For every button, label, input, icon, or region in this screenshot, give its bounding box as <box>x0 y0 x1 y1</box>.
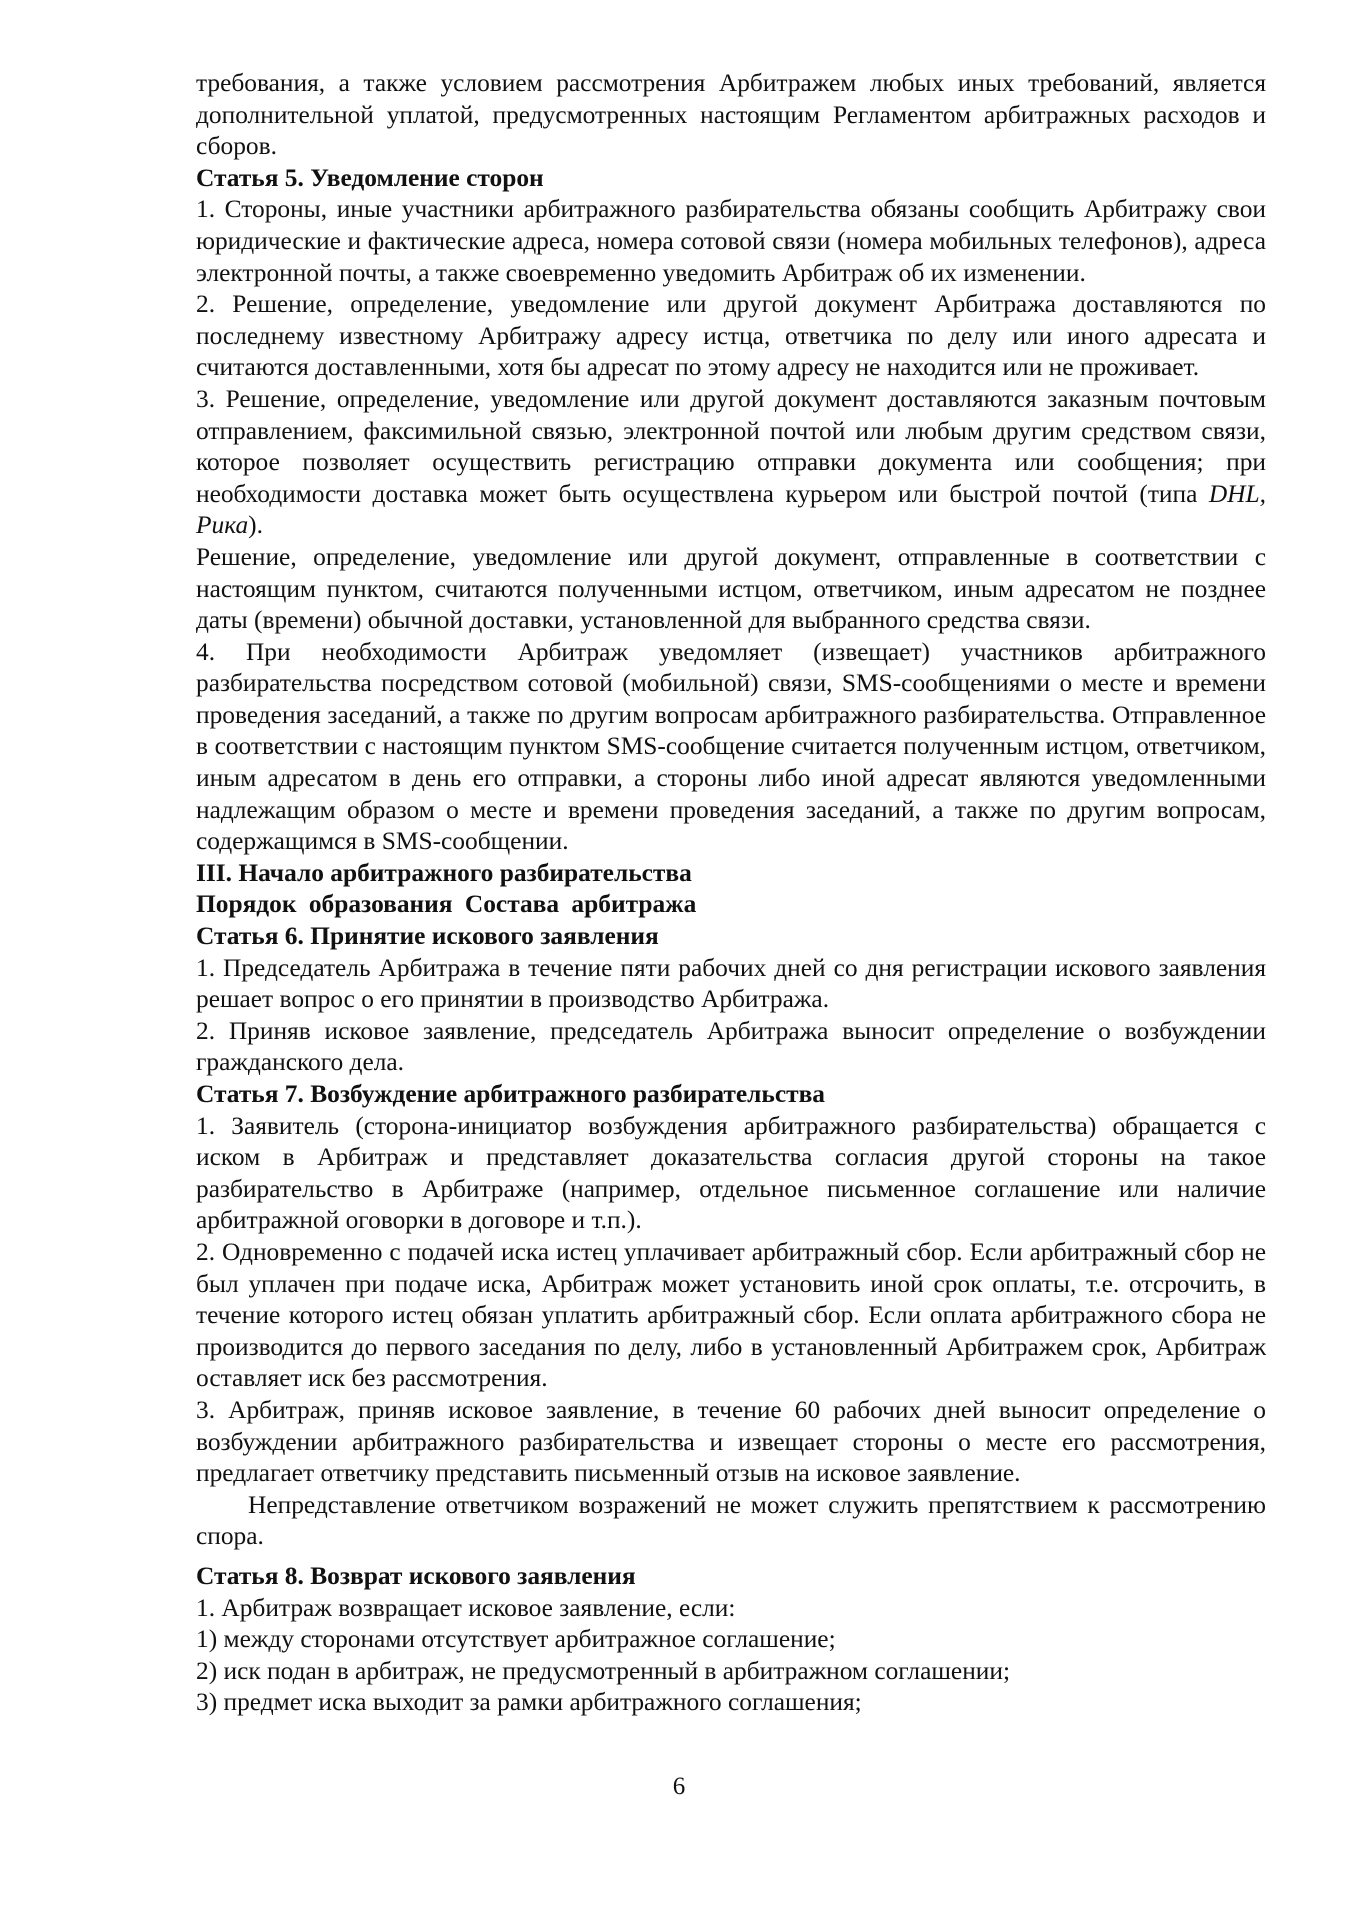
article-6-item-2: 2. Приняв исковое заявление, председатель Арбитража выносит определение о возбуждении гражданского дела. <box>196 1016 1266 1077</box>
section-3-subheading: Порядок образования Состава арбитража <box>196 890 697 919</box>
article-7-item-2: 2. Одновременно с подачей иска истец уплачивает арбитражный сбор. Если арбитражный сбор не был уплачен при подаче иска, Арбитраж может установить иной срок оплаты, т.е. отсрочить, в течение которого истец обязан уплатить арбитражный сбор. Если оплата арбитражного сбора не производится до первого заседания по делу, либо в установленный Арбитражем срок, Арбитраж оставляет иск без рассмотрения. <box>196 1237 1266 1393</box>
article-8-subitem-1: 1) между сторонами отсутствует арбитражное соглашение; <box>196 1625 836 1654</box>
section-3-heading: III. Начало арбитражного разбирательства <box>196 858 692 887</box>
page-number: 6 <box>672 1773 686 1800</box>
article-5-heading: Статья 5. Уведомление сторон <box>196 163 544 192</box>
article-7-item-1: 1. Заявитель (сторона-инициатор возбуждения арбитражного разбирательства) обращается с иском в Арбитраж и представляет доказательства согласия другой стороны на такое разбирательство в Арбитраже (например, отдельное письменное соглашение или наличие арбитражной оговорки в договоре и т.п.). <box>196 1111 1266 1235</box>
article-5-item-2: 2. Решение, определение, уведомление или другой документ Арбитража доставляются по последнему известному Арбитражу адресу истца, ответчика по делу или иного адресата и считаются доставленными, хотя бы адресат по этому адресу не находится или не проживает. <box>196 290 1266 382</box>
article-7-item-3: 3. Арбитраж, приняв исковое заявление, в течение 60 рабочих дней выносит определение о возбуждении арбитражного разбирательства и извещает стороны о месте его рассмотрения, предлагает ответчику представить письменный отзыв на исковое заявление. <box>196 1395 1266 1488</box>
article-6-heading: Статья 6. Принятие искового заявления <box>196 922 659 951</box>
article-5-item-3: 3. Решение, определение, уведомление или другой документ доставляются заказным почтовым отправлением, факсимильной связью, электронной почтой или любым другим средством связи, которое позволяет осуществить регистрацию отправки документа или сообщения; при необходимости доставка может быть осуществлена курьером или быстрой почтой (типа DHL, Рика). <box>196 384 1266 540</box>
courier-names: DHL, Рика <box>196 479 1266 540</box>
article-7-indented-paragraph: Непредставление ответчиком возражений не может служить препятствием к рассмотрению спора. <box>196 1490 1266 1551</box>
article-8-heading: Статья 8. Возврат искового заявления <box>196 1561 636 1590</box>
article-5-item-1: 1. Стороны, иные участники арбитражного разбирательства обязаны сообщить Арбитражу свои юридические и фактические адреса, номера сотовой связи (номера мобильных телефонов), адреса электронной почты, а также своевременно уведомить Арбитраж об их изменении. <box>196 195 1266 287</box>
article-8-subitem-3: 3) предмет иска выходит за рамки арбитражного соглашения; <box>196 1688 862 1717</box>
article-5-item-4: 4. При необходимости Арбитраж уведомляет (извещает) участников арбитражного разбирательства посредством сотовой (мобильной) связи, SMS-сообщениями о месте и времени проведения заседаний, а также по другим вопросам арбитражного разбирательства. Отправленное в соответствии с настоящим пунктом SMS-сообщение считается полученным истцом, ответчиком, иным адресатом в день его отправки, а стороны либо иной адресат являются уведомленными надлежащим образом о месте и времени проведения заседаний, а также по другим вопросам, содержащимся в SMS-сообщении. <box>196 637 1266 856</box>
paragraph-continuation: требования, а также условием рассмотрения Арбитражем любых иных требований, является дополнительной уплатой, предусмотренных настоящим Регламентом арбитражных расходов и сборов. <box>196 69 1266 161</box>
document-page <box>196 68 1266 1719</box>
article-8-subitem-2: 2) иск подан в арбитраж, не предусмотренный в арбитражном соглашении; <box>196 1656 1011 1685</box>
article-7-heading: Статья 7. Возбуждение арбитражного разбирательства <box>196 1080 825 1108</box>
article-8-item-1: 1. Арбитраж возвращает исковое заявление, если: <box>196 1593 736 1622</box>
article-6-item-1: 1. Председатель Арбитража в течение пяти рабочих дней со дня регистрации искового заявления решает вопрос о его принятии в производство Арбитража. <box>196 953 1266 1014</box>
article-5-item-3-continuation: Решение, определение, уведомление или другой документ, отправленные в соответствии с настоящим пунктом, считаются полученными истцом, ответчиком, иным адресатом не позднее даты (времени) обычной доставки, установленной для выбранного средства связи. <box>196 542 1266 635</box>
